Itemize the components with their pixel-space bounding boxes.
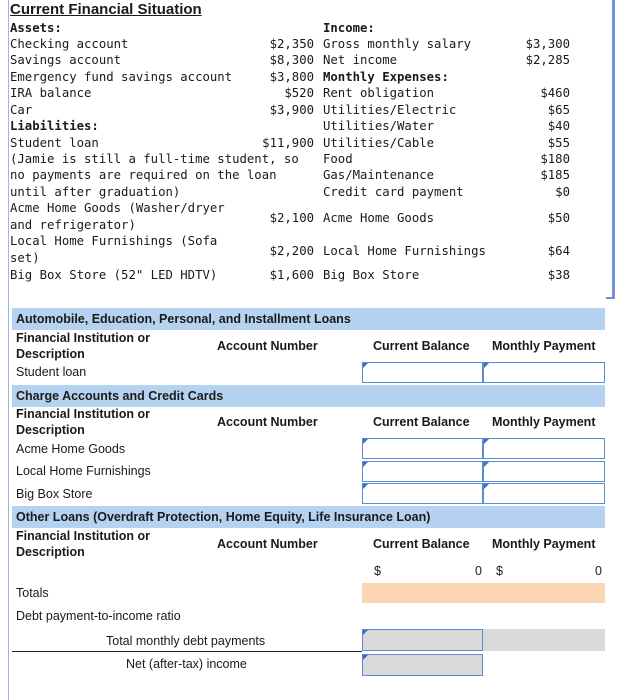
expense-value: $185 bbox=[540, 168, 570, 182]
col-institution-line1: Financial Institution or bbox=[16, 529, 151, 543]
asset-label: Savings account bbox=[10, 53, 122, 67]
income-value: $3,300 bbox=[525, 37, 570, 51]
asset-value: $520 bbox=[284, 86, 314, 100]
fraction-line bbox=[12, 651, 362, 652]
totals-label: Totals bbox=[16, 586, 49, 600]
page-title: Current Financial Situation bbox=[10, 1, 202, 18]
expense-value: $180 bbox=[540, 152, 570, 166]
charge-row-label: Local Home Furnishings bbox=[16, 464, 151, 478]
student-loan-row-label: Student loan bbox=[16, 365, 87, 379]
liability-note: (Jamie is still a full-time student, so bbox=[10, 152, 299, 166]
col-institution-header bbox=[16, 406, 150, 438]
expense-label: Gas/Maintenance bbox=[323, 168, 435, 182]
net-income-input[interactable] bbox=[362, 654, 483, 676]
col-payment-header: Monthly Payment bbox=[492, 339, 596, 353]
col-institution-line2: Description bbox=[16, 347, 85, 361]
totals-row-fill bbox=[362, 583, 605, 603]
local-balance-input[interactable] bbox=[362, 461, 483, 482]
acme-balance-input[interactable] bbox=[362, 438, 483, 459]
expense-value: $460 bbox=[540, 86, 570, 100]
liability-value: $1,600 bbox=[269, 268, 314, 282]
expense-value: $50 bbox=[547, 211, 570, 225]
liability-label: Student loan bbox=[10, 136, 99, 150]
net-income-label: Net (after-tax) income bbox=[126, 657, 247, 671]
section-other-loans: Other Loans (Overdraft Protection, Home Equity, Life Insurance Loan) bbox=[12, 506, 605, 528]
dti-label: Debt payment-to-income ratio bbox=[16, 609, 181, 623]
left-border bbox=[8, 0, 9, 700]
col-institution-header bbox=[16, 330, 150, 362]
col-institution-line2: Description bbox=[16, 545, 85, 559]
col-account-header: Account Number bbox=[217, 415, 318, 429]
liability-label: Acme Home Goods (Washer/dryer bbox=[10, 201, 225, 215]
expense-label: Utilities/Water bbox=[323, 119, 435, 133]
local-payment-input[interactable] bbox=[483, 461, 605, 482]
liability-label: set) bbox=[10, 251, 40, 265]
expense-label: Acme Home Goods bbox=[323, 211, 435, 225]
bigbox-balance-input[interactable] bbox=[362, 483, 483, 504]
expense-value: $65 bbox=[547, 103, 570, 117]
asset-label: IRA balance bbox=[10, 86, 92, 100]
col-institution-line1: Financial Institution or bbox=[16, 331, 151, 345]
payment-total-value: 0 bbox=[595, 564, 602, 578]
liability-note: until after graduation) bbox=[10, 185, 181, 199]
section-installment-loans: Automobile, Education, Personal, and Installment Loans bbox=[12, 308, 605, 330]
col-balance-header: Current Balance bbox=[373, 415, 470, 429]
liability-value: $11,900 bbox=[262, 136, 314, 150]
liability-value: $2,100 bbox=[269, 211, 314, 225]
expense-value: $64 bbox=[547, 244, 570, 258]
income-value: $2,285 bbox=[525, 53, 570, 67]
liability-label: Local Home Furnishings (Sofa bbox=[10, 234, 218, 248]
expense-value: $0 bbox=[555, 185, 570, 199]
asset-value: $3,800 bbox=[269, 70, 314, 84]
student-loan-balance-input[interactable] bbox=[362, 362, 483, 383]
expense-value: $40 bbox=[547, 119, 570, 133]
charge-row-label: Big Box Store bbox=[16, 487, 93, 501]
asset-value: $3,900 bbox=[269, 103, 314, 117]
expense-label: Utilities/Cable bbox=[323, 136, 435, 150]
col-balance-header: Current Balance bbox=[373, 339, 470, 353]
asset-value: $8,300 bbox=[269, 53, 314, 67]
right-border-foot bbox=[606, 297, 615, 299]
liability-value: $2,200 bbox=[269, 244, 314, 258]
liability-label: and refrigerator) bbox=[10, 218, 136, 232]
asset-label: Emergency fund savings account bbox=[10, 70, 233, 84]
total-monthly-debt-label: Total monthly debt payments bbox=[106, 634, 266, 648]
col-institution-line1: Financial Institution or bbox=[16, 407, 151, 421]
expense-label: Credit card payment bbox=[323, 185, 464, 199]
total-monthly-debt-input[interactable] bbox=[362, 629, 483, 651]
bigbox-payment-input[interactable] bbox=[483, 483, 605, 504]
expense-label: Utilities/Electric bbox=[323, 103, 457, 117]
payment-currency: $ bbox=[496, 564, 503, 578]
expense-label: Local Home Furnishings bbox=[323, 244, 486, 258]
expense-label: Big Box Store bbox=[323, 268, 420, 282]
col-account-header: Account Number bbox=[217, 537, 318, 551]
income-label: Net income bbox=[323, 53, 398, 67]
liability-label: Big Box Store (52" LED HDTV) bbox=[10, 268, 218, 282]
expense-label: Food bbox=[323, 152, 353, 166]
right-border bbox=[612, 0, 615, 297]
student-loan-payment-input[interactable] bbox=[483, 362, 605, 383]
balance-currency: $ bbox=[374, 564, 381, 578]
charge-row-label: Acme Home Goods bbox=[16, 442, 126, 456]
col-institution-header bbox=[16, 528, 150, 560]
liabilities-heading: Liabilities: bbox=[10, 119, 99, 133]
asset-label: Car bbox=[10, 103, 33, 117]
section-charge-accounts: Charge Accounts and Credit Cards bbox=[12, 385, 605, 407]
col-payment-header: Monthly Payment bbox=[492, 415, 596, 429]
expense-value: $38 bbox=[547, 268, 570, 282]
col-institution-line2: Description bbox=[16, 423, 85, 437]
col-account-header: Account Number bbox=[217, 339, 318, 353]
liability-note: no payments are required on the loan bbox=[10, 168, 277, 182]
acme-payment-input[interactable] bbox=[483, 438, 605, 459]
col-payment-header: Monthly Payment bbox=[492, 537, 596, 551]
balance-total-value: 0 bbox=[475, 564, 482, 578]
assets-heading: Assets: bbox=[10, 21, 62, 35]
expense-label: Rent obligation bbox=[323, 86, 435, 100]
asset-value: $2,350 bbox=[269, 37, 314, 51]
income-label: Gross monthly salary bbox=[323, 37, 472, 51]
expense-value: $55 bbox=[547, 136, 570, 150]
income-heading: Income: bbox=[323, 21, 375, 35]
expenses-heading: Monthly Expenses: bbox=[323, 70, 449, 84]
dti-result-cell bbox=[483, 629, 605, 651]
col-balance-header: Current Balance bbox=[373, 537, 470, 551]
asset-label: Checking account bbox=[10, 37, 129, 51]
